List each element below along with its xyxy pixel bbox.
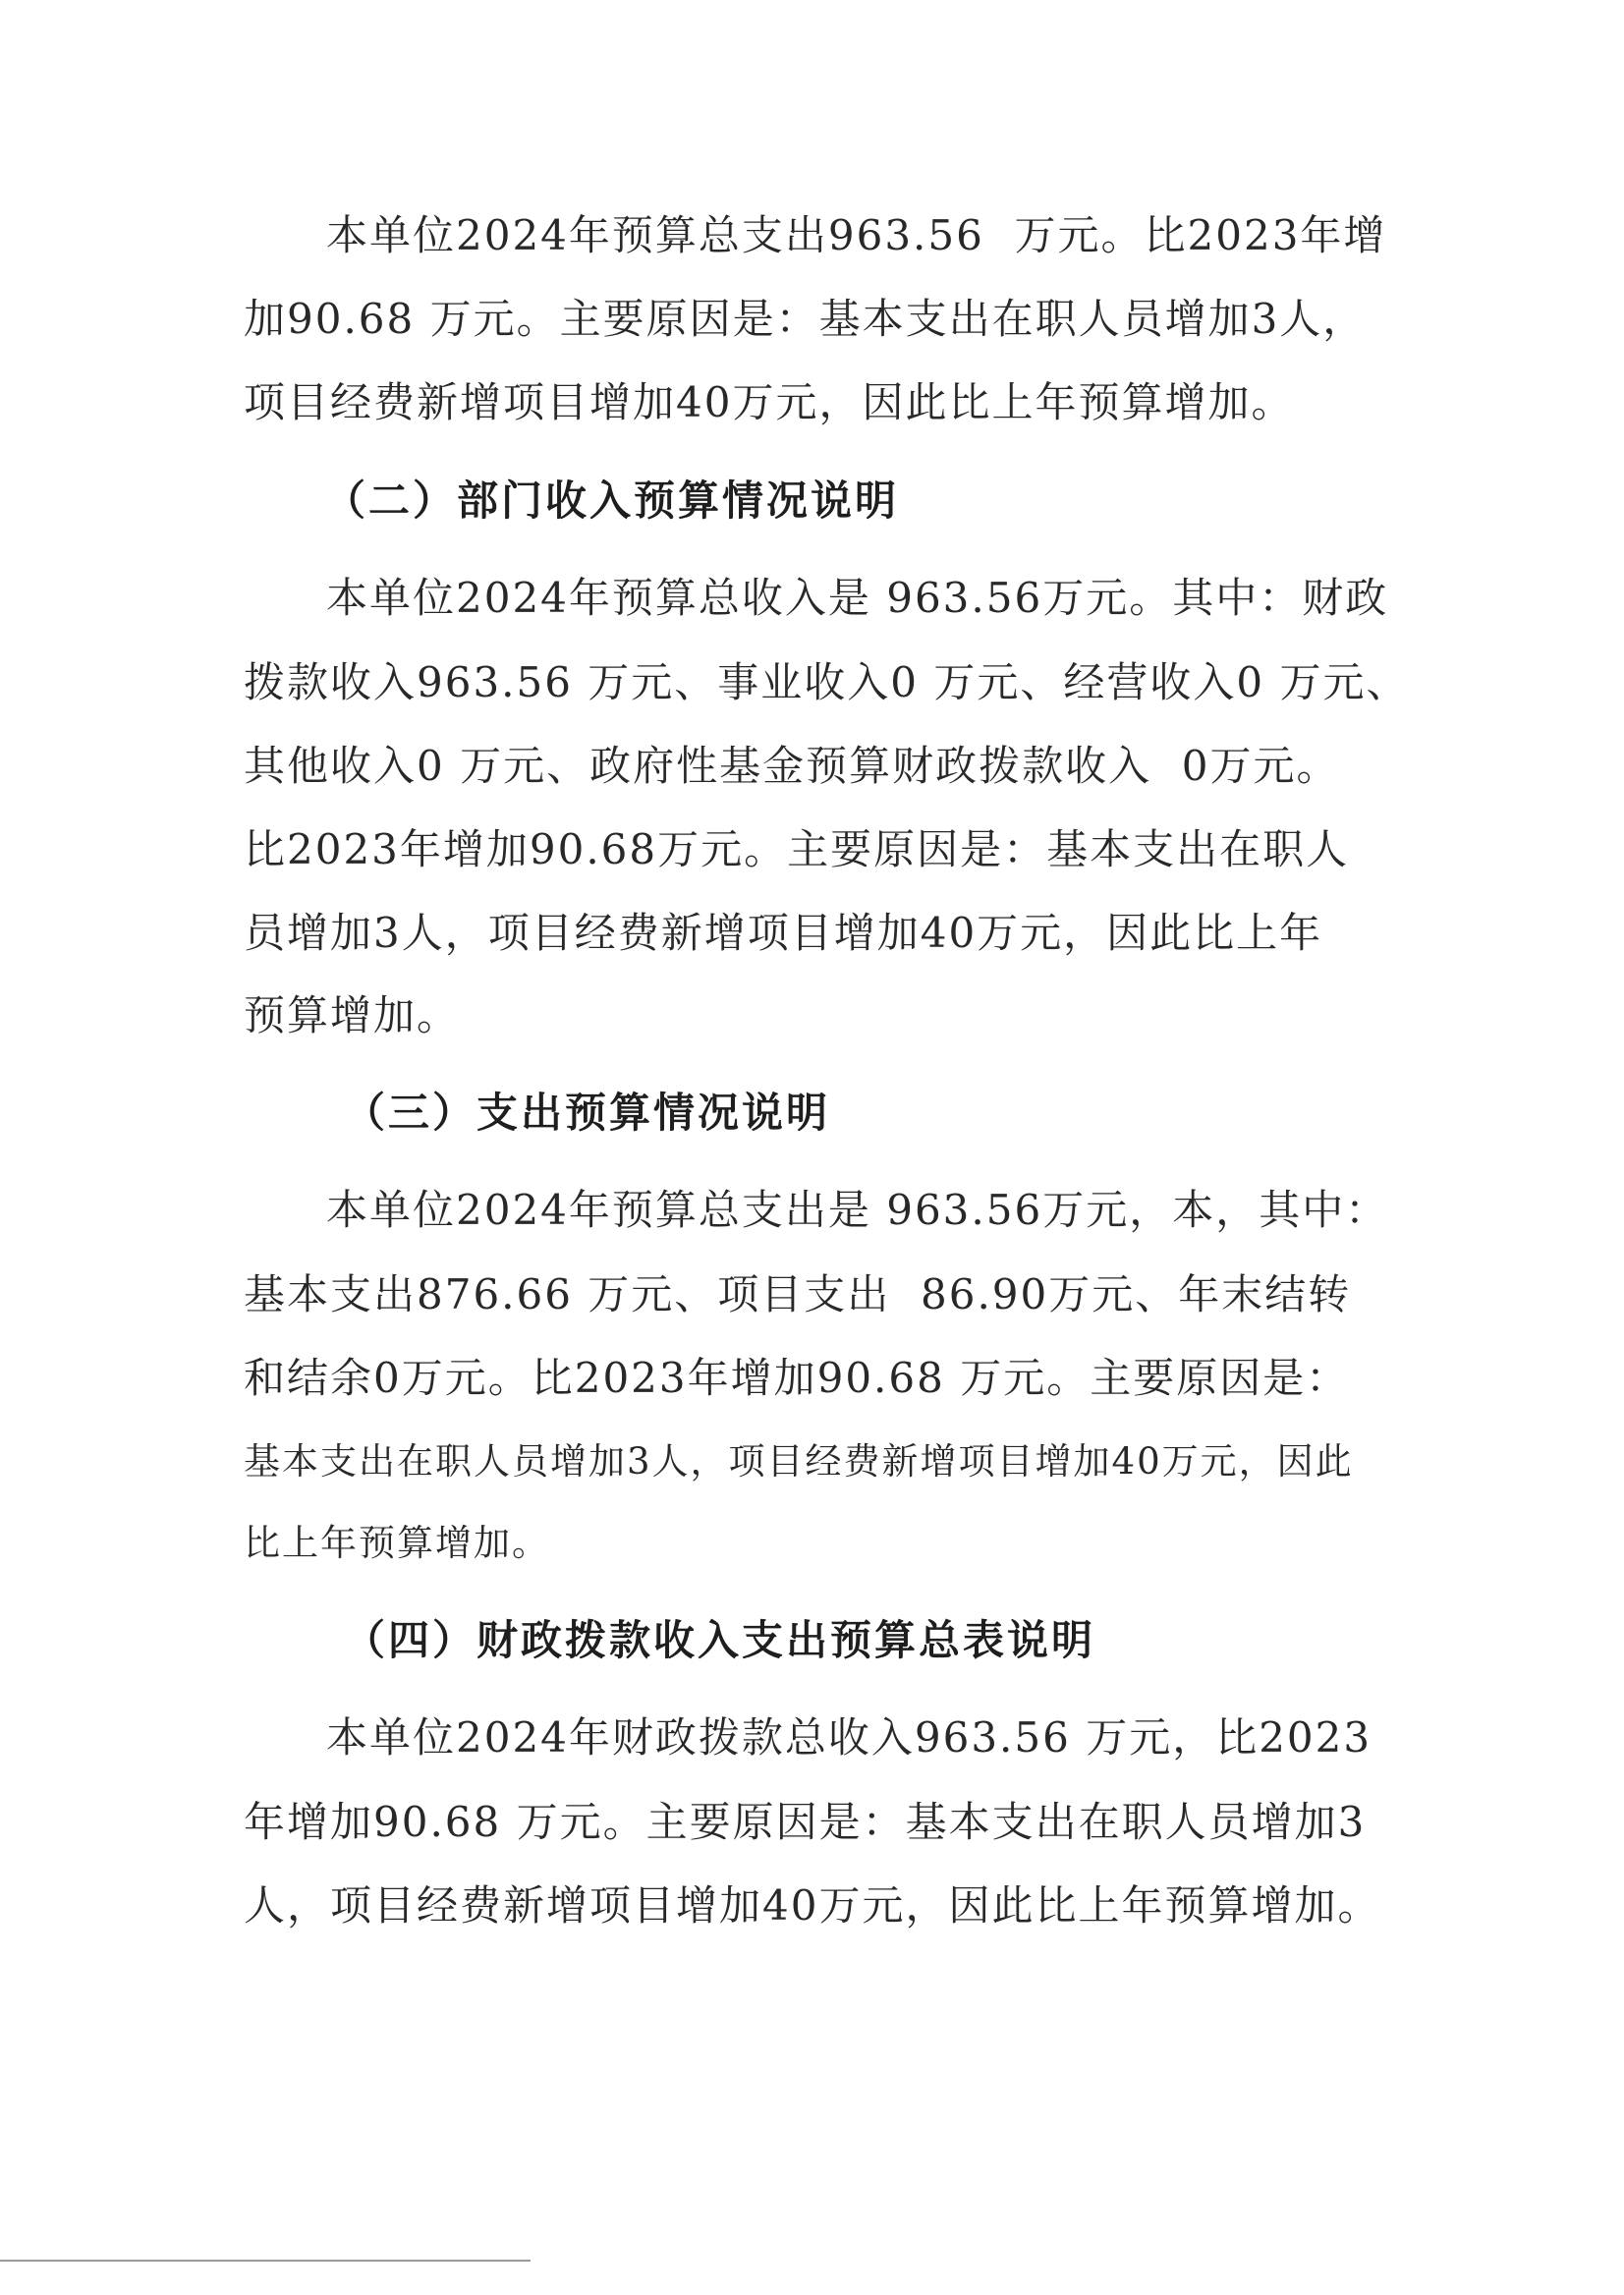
paragraph-line: 本单位2024年财政拨款总收入963.56 万元，比2023 — [326, 1713, 1372, 1762]
paragraph-line: 基本支出876.66 万元、项目支出 86.90万元、年末结转 — [244, 1270, 1352, 1318]
paragraph-line: 年增加90.68 万元。主要原因是：基本支出在职人员增加3 — [244, 1798, 1367, 1846]
paragraph-line: 人，项目经费新增项目增加40万元，因此比上年预算增加。 — [244, 1881, 1381, 1930]
paragraph-line: 其他收入0 万元、政府性基金预算财政拨款收入 0万元。 — [244, 742, 1340, 790]
paragraph-line: 比2023年增加90.68万元。主要原因是：基本支出在职人 — [244, 825, 1350, 873]
paragraph-line: 和结余0万元。比2023年增加90.68 万元。主要原因是： — [244, 1354, 1350, 1402]
paragraph-line: 加90.68 万元。主要原因是：基本支出在职人员增加3人， — [244, 295, 1367, 343]
paragraph-line: 本单位2024年预算总支出963.56 万元。比2023年增 — [326, 211, 1387, 259]
paragraph-line: 本单位2024年预算总支出是 963.56万元，本，其中： — [326, 1186, 1389, 1234]
paragraph-line: 比上年预算增加。 — [244, 1522, 550, 1564]
section-heading: （二）部门收入预算情况说明 — [324, 476, 900, 525]
bottom-edge-rule — [0, 2260, 531, 2262]
section-heading: （四）财政拨款收入支出预算总表说明 — [344, 1616, 1096, 1664]
section-heading: （三）支出预算情况说明 — [344, 1089, 831, 1137]
paragraph-line: 拨款收入963.56 万元、事业收入0 万元、经营收入0 万元、 — [244, 658, 1410, 706]
paragraph-line: 预算增加。 — [244, 991, 461, 1039]
paragraph-line: 基本支出在职人员增加3人，项目经费新增项目增加40万元，因此 — [244, 1440, 1354, 1483]
paragraph-line: 项目经费新增项目增加40万元，因此比上年预算增加。 — [244, 378, 1295, 426]
paragraph-line: 本单位2024年预算总收入是 963.56万元。其中：财政 — [326, 574, 1389, 622]
paragraph-line: 员增加3人，项目经费新增项目增加40万元，因此比上年 — [244, 909, 1323, 957]
